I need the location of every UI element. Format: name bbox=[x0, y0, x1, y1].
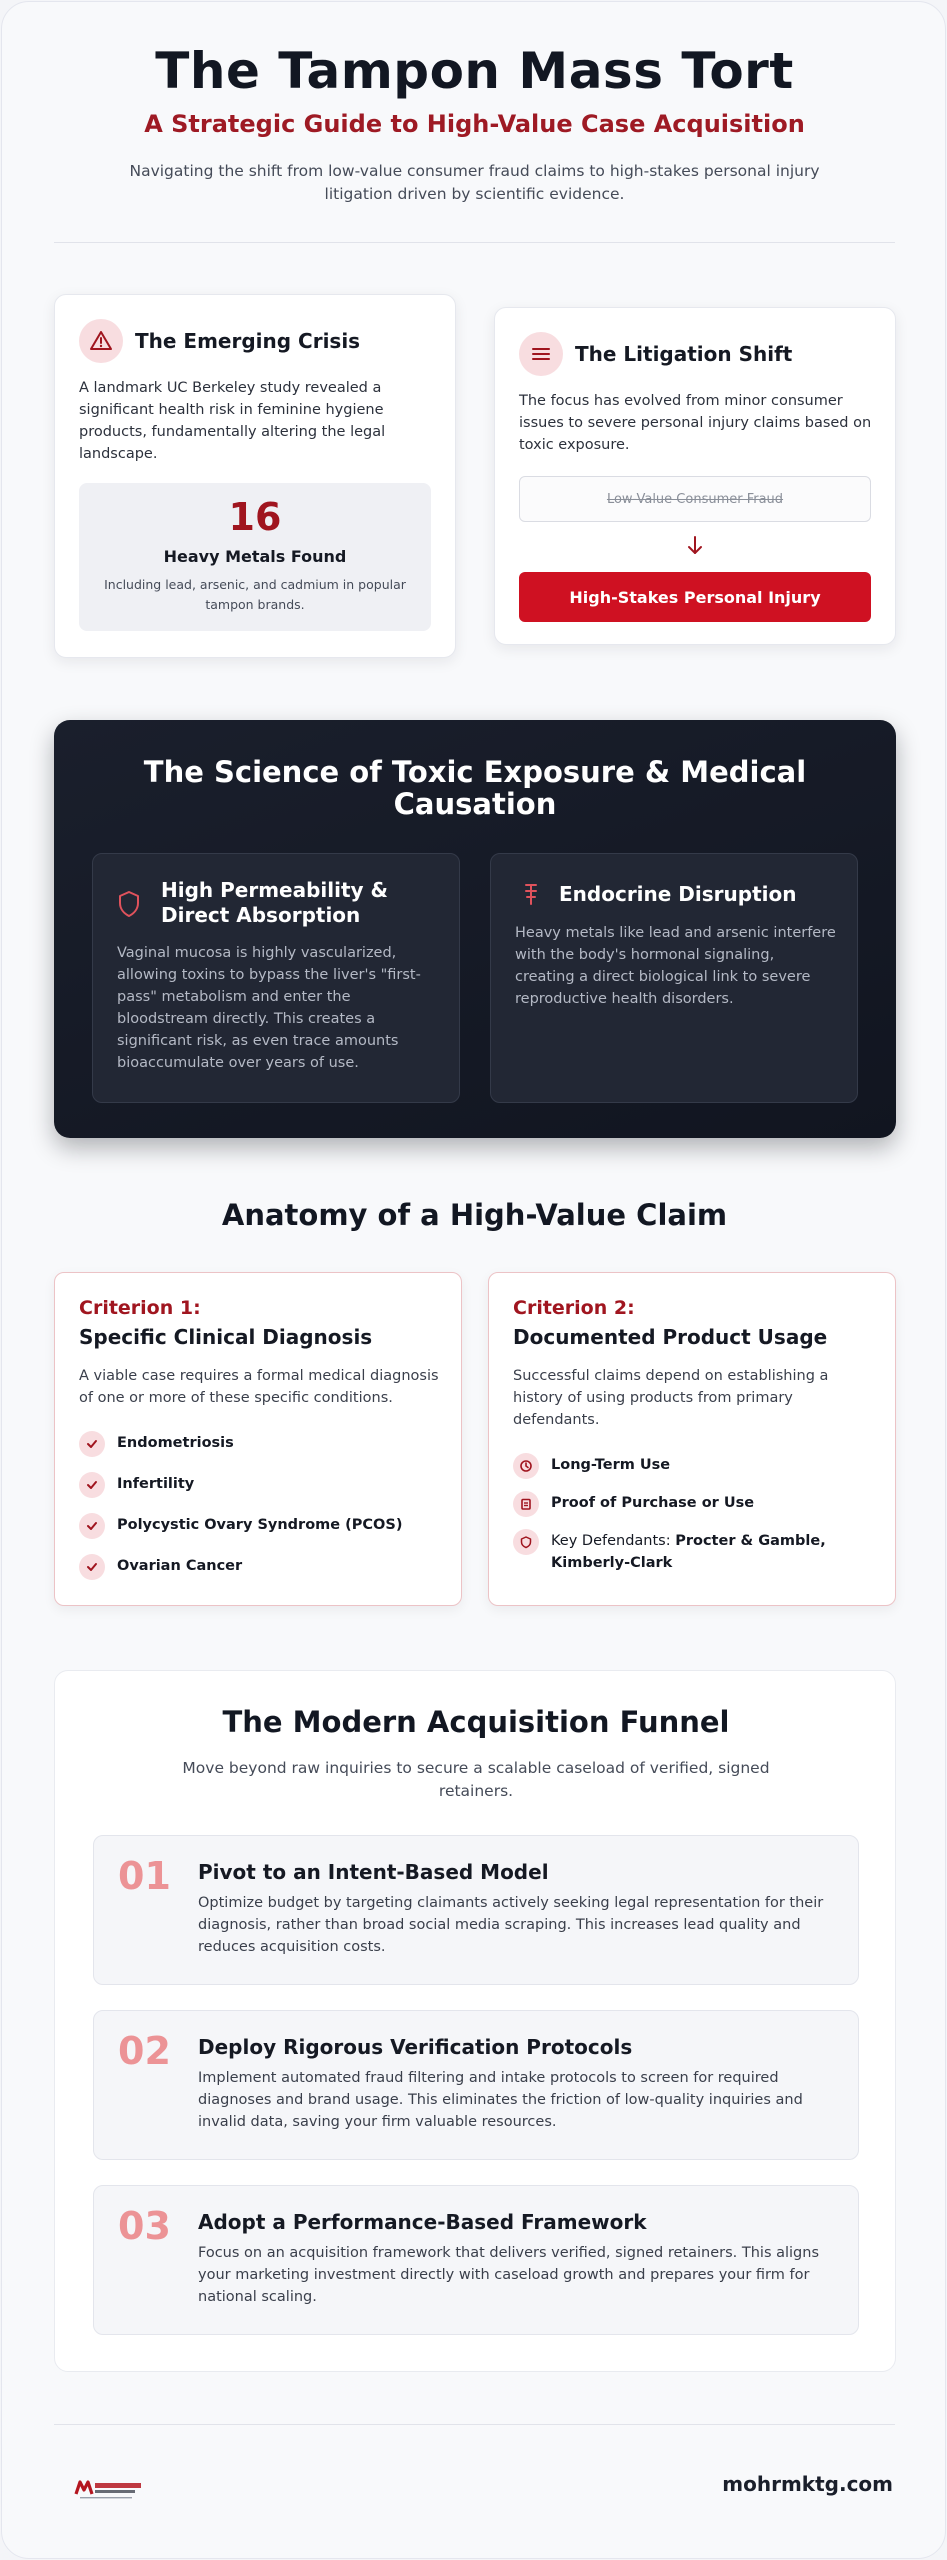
criterion-1-card bbox=[54, 1272, 462, 1606]
funnel-step bbox=[93, 1835, 859, 1985]
diagnosis-item bbox=[79, 1431, 449, 1457]
check-icon bbox=[79, 1431, 105, 1457]
shield-icon bbox=[117, 890, 141, 918]
defendants-names: Procter & Gamble, Kimberly-Clark bbox=[551, 1533, 826, 1571]
footer-domain[interactable]: mohrmktg.com bbox=[722, 2472, 893, 2496]
diagnosis-label: Polycystic Ovary Syndrome (PCOS) bbox=[117, 1517, 403, 1533]
diagnosis-label: Ovarian Cancer bbox=[117, 1558, 243, 1574]
defendants-text bbox=[551, 1529, 883, 1574]
science-title: The Science of Toxic Exposure & Medical Causation bbox=[143, 755, 807, 821]
diagnosis-item bbox=[79, 1554, 449, 1580]
criterion-2-title: Documented Product Usage bbox=[513, 1325, 828, 1349]
menu-lines-icon bbox=[519, 332, 563, 376]
defendants-item bbox=[513, 1529, 883, 1574]
funnel-title: The Modern Acquisition Funnel bbox=[222, 1705, 730, 1739]
shift-title: The Litigation Shift bbox=[575, 342, 793, 366]
step-number: 03 bbox=[118, 2204, 171, 2248]
endocrine-card bbox=[490, 853, 858, 1103]
criterion-2-label: Criterion 2: bbox=[513, 1297, 635, 1319]
diagnosis-item bbox=[79, 1513, 449, 1539]
funnel-step bbox=[93, 2185, 859, 2335]
crisis-title: The Emerging Crisis bbox=[135, 329, 361, 353]
footer-divider bbox=[54, 2424, 895, 2425]
emerging-crisis-card bbox=[54, 294, 456, 658]
diagnosis-label: Infertility bbox=[117, 1476, 195, 1492]
stat-number: 16 bbox=[228, 495, 282, 539]
step-text: Optimize budget by targeting claimants actively seeking legal representation for their diagnosis, rather than broad social media scraping. This increases lead quality and reduces acquisition costs. bbox=[198, 1895, 824, 1955]
stat-description: Including lead, arsenic, and cadmium in popular tampon brands. bbox=[104, 577, 406, 612]
heavy-metals-stat bbox=[79, 483, 431, 631]
funnel-step bbox=[93, 2010, 859, 2160]
check-icon bbox=[79, 1472, 105, 1498]
permeability-title: High Permeability & Direct Absorption bbox=[161, 878, 388, 927]
criterion-2-text: Successful claims depend on establishing a history of using products from primary defendants. bbox=[513, 1368, 829, 1428]
anatomy-title: Anatomy of a High-Value Claim bbox=[221, 1198, 728, 1232]
page-subtitle: A Strategic Guide to High-Value Case Acquisition bbox=[144, 110, 805, 138]
usage-item bbox=[513, 1491, 883, 1517]
criterion-1-text: A viable case requires a formal medical diagnosis of one or more of these specific conditions. bbox=[79, 1368, 439, 1406]
usage-item bbox=[513, 1453, 883, 1479]
company-logo bbox=[74, 2474, 144, 2502]
funnel-subtitle: Move beyond raw inquiries to secure a scalable caseload of verified, signed retainers. bbox=[182, 1759, 770, 1800]
shift-text: The focus has evolved from minor consumer issues to severe personal injury claims based on toxic exposure. bbox=[519, 393, 872, 453]
criterion-2-card bbox=[488, 1272, 896, 1606]
diagnosis-label: Endometriosis bbox=[117, 1435, 234, 1451]
intro-text: Navigating the shift from low-value consumer fraud claims to high-stakes personal injury litigation driven by scientific evidence. bbox=[129, 162, 820, 203]
shield-icon bbox=[513, 1529, 539, 1555]
step-number: 01 bbox=[118, 1854, 171, 1898]
crisis-text: A landmark UC Berkeley study revealed a significant health risk in feminine hygiene products, fundamentally altering the legal landscape. bbox=[79, 380, 386, 462]
step-number: 02 bbox=[118, 2029, 171, 2073]
acquisition-funnel-section bbox=[54, 1670, 896, 2372]
page-title: The Tampon Mass Tort bbox=[155, 42, 794, 100]
low-value-claim-box: Low-Value Consumer Fraud bbox=[519, 476, 871, 522]
infographic-page bbox=[1, 1, 946, 2559]
check-icon bbox=[79, 1554, 105, 1580]
warning-triangle-icon bbox=[79, 319, 123, 363]
step-text: Implement automated fraud filtering and intake protocols to screen for required diagnoses and brand usage. This eliminates the friction of low-quality inquiries and invalid data, saving your firm valuable resources. bbox=[198, 2070, 803, 2130]
step-text: Focus on an acquisition framework that delivers verified, signed retainers. This aligns your marketing investment directly with caseload growth and prepares your firm for national scaling. bbox=[198, 2245, 820, 2305]
criterion-1-label: Criterion 1: bbox=[79, 1297, 201, 1319]
step-title: Deploy Rigorous Verification Protocols bbox=[198, 2035, 633, 2059]
step-title: Adopt a Performance-Based Framework bbox=[198, 2210, 647, 2234]
header-divider bbox=[54, 242, 895, 243]
arrow-down-icon bbox=[685, 534, 705, 558]
diagnosis-item bbox=[79, 1472, 449, 1498]
receipt-icon bbox=[513, 1491, 539, 1517]
science-section bbox=[54, 720, 896, 1138]
step-title: Pivot to an Intent-Based Model bbox=[198, 1860, 549, 1884]
permeability-card bbox=[92, 853, 460, 1103]
defendants-prefix: Key Defendants: bbox=[551, 1533, 676, 1549]
criterion-1-title: Specific Clinical Diagnosis bbox=[79, 1325, 373, 1349]
dna-icon bbox=[523, 882, 539, 908]
stat-label: Heavy Metals Found bbox=[163, 547, 347, 566]
clock-icon bbox=[513, 1453, 539, 1479]
litigation-shift-card bbox=[494, 307, 896, 645]
usage-label: Long-Term Use bbox=[551, 1457, 671, 1473]
usage-label: Proof of Purchase or Use bbox=[551, 1495, 755, 1511]
check-icon bbox=[79, 1513, 105, 1539]
high-stakes-injury-banner: High-Stakes Personal Injury bbox=[519, 572, 871, 622]
permeability-text: Vaginal mucosa is highly vascularized, allowing toxins to bypass the liver's "first-pass" metabolism and enter the bloodstream directly. This creates a significant risk, as even trace amounts bioaccumulate over years of use. bbox=[117, 945, 421, 1071]
endocrine-text: Heavy metals like lead and arsenic interfere with the body's hormonal signaling, creating a direct biological link to severe reproductive health disorders. bbox=[515, 925, 836, 1007]
endocrine-title: Endocrine Disruption bbox=[559, 882, 797, 906]
